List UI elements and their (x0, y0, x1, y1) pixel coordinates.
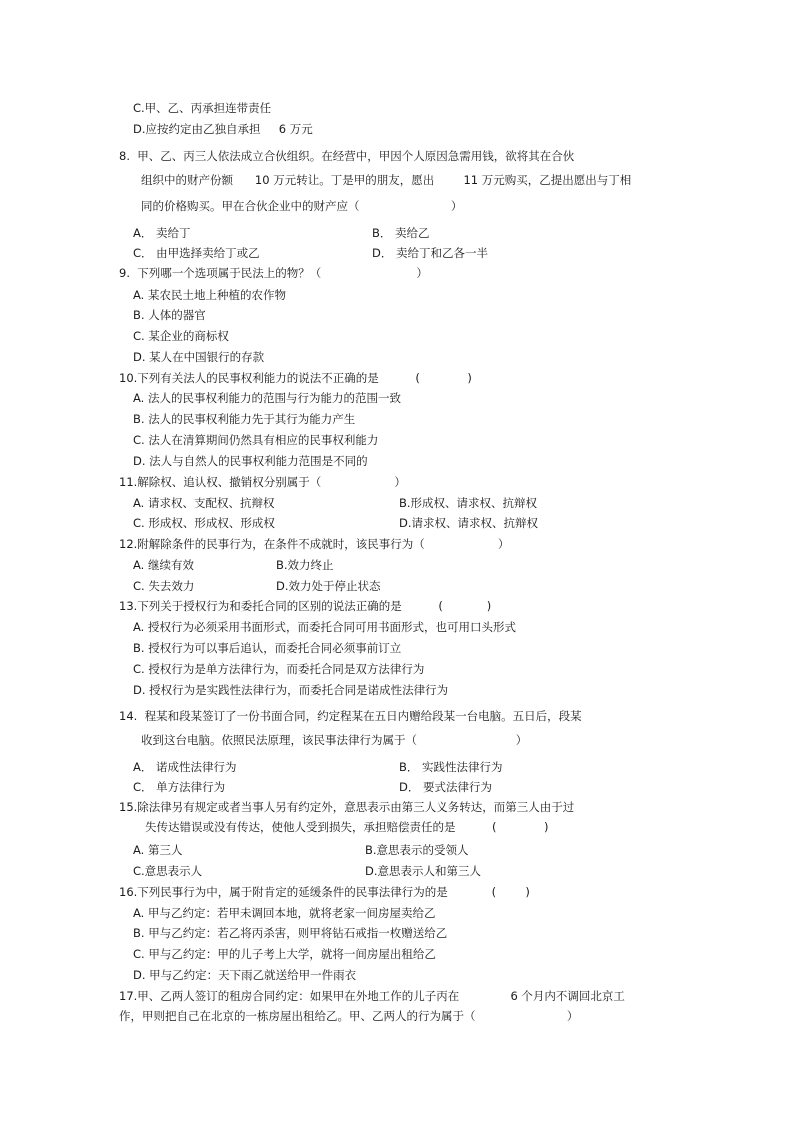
q15-option-c: C.意思表示人 (133, 864, 203, 878)
q14-option-b: B． 实践性法律行为 (399, 760, 503, 774)
q10-stem: 10.下列有关法人的民事权利能力的说法不正确的是 ( ) (119, 371, 472, 385)
q10-option-b: B. 法人的民事权利能力先于其行为能力产生 (133, 412, 356, 426)
q16-option-c: C. 甲与乙约定：甲的儿子考上大学，就将一间房屋出租给乙 (133, 947, 436, 961)
q14-option-a: A． 诺成性法律行为 (133, 760, 237, 774)
q15-stem-line-1: 15.除法律另有规定或者当事人另有约定外，意思表示由第三人义务转达，而第三人由于过 (119, 800, 575, 814)
q12-stem: 12.附解除条件的民事行为，在条件不成就时，该民事行为（ ） (119, 537, 510, 551)
q9-option-c: C. 某企业的商标权 (133, 329, 229, 343)
q7-option-d: D.应按约定由乙独自承担 6 万元 (133, 122, 313, 136)
q10-option-c: C. 法人在清算期间仍然具有相应的民事权利能力 (133, 433, 379, 447)
q8-option-c: C． 由甲选择卖给丁或乙 (133, 246, 260, 260)
q13-option-c: C. 授权行为是单方法律行为，而委托合同是双方法律行为 (133, 662, 425, 676)
q8-stem-line-2: 组织中的财产份额 10 万元转让。丁是甲的朋友，愿出 11 万元购买，乙提出愿出与丁相 (141, 173, 632, 187)
q11-option-b: B.形成权、请求权、抗辩权 (399, 496, 538, 510)
q9-option-d: D. 某人在中国银行的存款 (133, 350, 265, 364)
q12-option-c: C. 失去效力 (133, 579, 195, 593)
q11-option-a: A. 请求权、支配权、抗辩权 (133, 496, 275, 510)
q13-option-a: A. 授权行为必须采用书面形式，而委托合同可用书面形式，也可用口头形式 (133, 620, 516, 634)
q14-option-d: D． 要式法律行为 (399, 780, 493, 794)
q11-stem: 11.解除权、追认权、撤销权分别属于（ ） (119, 475, 406, 489)
q8-option-b: B． 卖给乙 (372, 226, 430, 240)
q11-option-c: C. 形成权、形成权、形成权 (133, 516, 275, 530)
q16-option-a: A. 甲与乙约定：若甲未调回本地，就将老家一间房屋卖给乙 (133, 906, 436, 920)
q9-stem: 9. 下列哪一个选项属于民法上的物？（ ） (119, 266, 428, 280)
q17-stem-line-2: 作，甲则把自己在北京的一栋房屋出租给乙。甲、乙两人的行为属于（ ） (119, 1009, 579, 1023)
q9-option-b: B. 人体的器官 (133, 308, 206, 322)
q15-option-d: D.意思表示人和第三人 (365, 864, 482, 878)
q16-option-d: D. 甲与乙约定：天下雨乙就送给甲一件雨衣 (133, 968, 357, 982)
q12-option-d: D.效力处于停止状态 (276, 579, 381, 593)
q16-option-b: B. 甲与乙约定：若乙将丙杀害，则甲将钻石戒指一枚赠送给乙 (133, 926, 448, 940)
q15-stem-line-2: 失传达错误或没有传达，使他人受到损失，承担赔偿责任的是 ( ) (145, 820, 549, 834)
q8-option-a: A． 卖给丁 (133, 226, 191, 240)
q15-option-b: B.意思表示的受领人 (365, 843, 469, 857)
q17-stem-line-1: 17.甲、乙两人签订的租房合同约定：如果甲在外地工作的儿子丙在 6 个月内不调回北京工 (119, 989, 625, 1003)
q15-option-a: A. 第三人 (133, 843, 183, 857)
q13-option-d: D. 授权行为是实践性法律行为，而委托合同是诺成性法律行为 (133, 683, 449, 697)
q12-option-b: B.效力终止 (276, 558, 334, 572)
q16-stem: 16.下列民事行为中，属于附肯定的延缓条件的民事法律行为的是 ( ) (119, 885, 530, 899)
q8-stem-line-1: 8. 甲、乙、丙三人依法成立合伙组织。在经营中，甲因个人原因急需用钱，欲将其在合伙 (119, 149, 575, 163)
q8-stem-line-3: 同的价格购买。甲在合伙企业中的财产应（ ） (141, 199, 463, 213)
q13-option-b: B. 授权行为可以事后追认，而委托合同必须事前订立 (133, 641, 402, 655)
q10-option-a: A. 法人的民事权利能力的范围与行为能力的范围一致 (133, 391, 401, 405)
q14-stem-line-2: 收到这台电脑。依照民法原理，该民事法律行为属于（ ） (141, 733, 528, 747)
q13-stem: 13.下列关于授权行为和委托合同的区别的说法正确的是 ( ) (119, 599, 492, 613)
q8-option-d: D． 卖给丁和乙各一半 (372, 246, 489, 260)
q14-stem-line-1: 14. 程某和段某签订了一份书面合同，约定程某在五日内赠给段某一台电脑。五日后，段某 (119, 709, 582, 723)
q10-option-d: D. 法人与自然人的民事权利能力范围是不同的 (133, 454, 368, 468)
q14-option-c: C． 单方法律行为 (133, 780, 226, 794)
q11-option-d: D.请求权、请求权、抗辩权 (399, 516, 539, 530)
q9-option-a: A. 某农民土地上种植的农作物 (133, 288, 286, 302)
q7-option-c: C.甲、乙、丙承担连带责任 (133, 101, 272, 115)
q12-option-a: A. 继续有效 (133, 558, 194, 572)
